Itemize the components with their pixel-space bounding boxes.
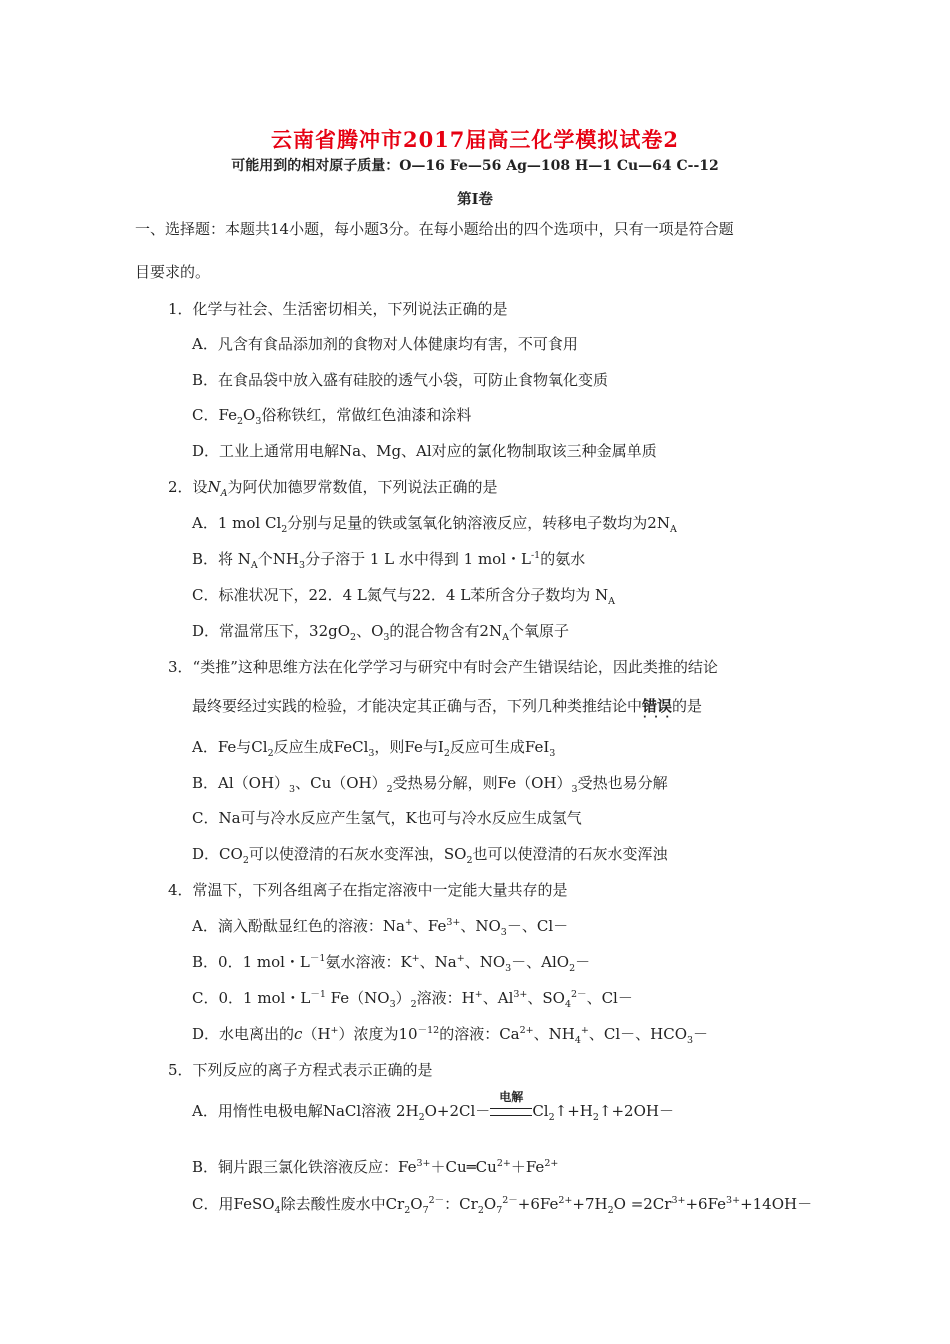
- section-heading: 第Ⅰ卷: [457, 191, 493, 208]
- question-5-option-b: B．铜片跟三氯化铁溶液反应：$Fe^{3+}+Cu═Cu^{2+}+Fe^{2+}$: [192, 1158, 559, 1176]
- question-1-option-c: C．$Fe_2O_3$俗称铁红，常做红色油漆和涂料: [192, 406, 472, 427]
- question-1-option-d: D．工业上通常用电解Na、Mg、Al对应的氯化物制取该三种金属单质: [192, 442, 657, 460]
- question-3-option-c: C．Na可与冷水反应产生氢气，K也可与冷水反应生成氢气: [192, 809, 582, 827]
- question-3-option-d: D．$CO_2$可以使澄清的石灰水变浑浊，$SO_2$也可以使澄清的石灰水变浑浊: [192, 845, 668, 866]
- atomic-masses: 可能用到的相对原子质量：O—16 Fe—56 Ag—108 H—1 Cu—64 C--12: [231, 158, 719, 174]
- question-5-option-a: A．用惰性电极电解NaCl溶液 $2H_2O+2Cl-$ 电解 $Cl_2↑+H_2↑+2OH-$: [192, 1090, 674, 1123]
- question-2-option-d: D．常温常压下，$32gO_2$、$O_3$的混合物含有$2N_A$个氧原子: [192, 622, 569, 643]
- question-1-option-a: A．凡含有食品添加剂的食物对人体健康均有害，不可食用: [192, 335, 578, 353]
- question-4-stem: 4．常温下，下列各组离子在指定溶液中一定能大量共存的是: [168, 881, 568, 899]
- question-2-option-a: A．1 mol $Cl_2$分别与足量的铁或氢氧化钠溶液反应，转移电子数均为$2N_A$: [192, 514, 677, 535]
- question-3-stem-line-2: 最终要经过实践的检验，才能决定其正确与否，下列几种类推结论中错误 · · ·的是: [192, 699, 702, 714]
- question-5-stem: 5．下列反应的离子方程式表示正确的是: [168, 1061, 433, 1079]
- question-1-stem: 1．化学与社会、生活密切相关，下列说法正确的是: [168, 300, 508, 318]
- emphasis-mark: 错误 · · ·: [642, 697, 672, 715]
- instructions-line-1: 一、选择题：本题共14小题，每小题3分。在每小题给出的四个选项中，只有一项是符合题: [135, 220, 734, 238]
- question-2-stem: 2．设$N_A$为阿伏加德罗常数值，下列说法正确的是: [168, 478, 498, 499]
- question-4-option-c: C．0．1 mol・$L^{-1}$ $Fe(NO_3)_2$溶液：H+、$Al^{3+}$、$SO_4^{2-}$、Cl－: [192, 989, 633, 1010]
- question-4-option-b: B．0．1 mol・$L^{-1}$氨水溶液：K+、Na+、$NO_3-$、AlO$_2$－: [192, 953, 591, 974]
- question-4-option-a: A．滴入酚酞显红色的溶液：Na+、$Fe^{3+}$、$NO_3-$、Cl－: [192, 917, 569, 938]
- question-1-option-b: B．在食品袋中放入盛有硅胶的透气小袋，可防止食物氧化变质: [192, 371, 609, 389]
- question-3-option-b: B．$Al(OH)_3$、$Cu(OH)_2$受热易分解，则$Fe(OH)_3$受热也易分解: [192, 774, 668, 795]
- question-4-option-d: D．水电离出的c（H+）浓度为$10^{-12}$的溶液：$Ca^{2+}$、$NH_4^+$、Cl－、$HCO_3-$: [192, 1025, 709, 1046]
- question-5-option-c: C．用FeSO$_4$除去酸性废水中$Cr_2O_7^{2-}$：$Cr_2O_7^{2-}+6Fe^{2+}+7H_2O =2Cr^{3+}+6Fe^{3+}+14OH-$: [192, 1195, 813, 1216]
- page-title: 云南省腾冲市2017届高三化学模拟试卷2: [270, 127, 680, 152]
- question-3-option-a: A．Fe与$Cl_2$反应生成FeCl$_3$，则Fe与$I_2$反应可生成FeI$_3$: [192, 738, 556, 759]
- electrolysis-condition: 电解: [490, 1104, 532, 1119]
- question-2-option-b: B．将 $N_A$个$NH_3$分子溶于 1 L 水中得到 1 mol・$L^{-1}$的氨水: [192, 550, 586, 571]
- question-2-option-c: C．标准状况下，22．4 L氮气与22．4 L苯所含分子数均为 $N_A$: [192, 586, 615, 607]
- question-3-stem-line-1: 3．“类推”这种思维方法在化学学习与研究中有时会产生错误结论，因此类推的结论: [168, 658, 718, 676]
- instructions-line-2: 目要求的。: [135, 263, 211, 281]
